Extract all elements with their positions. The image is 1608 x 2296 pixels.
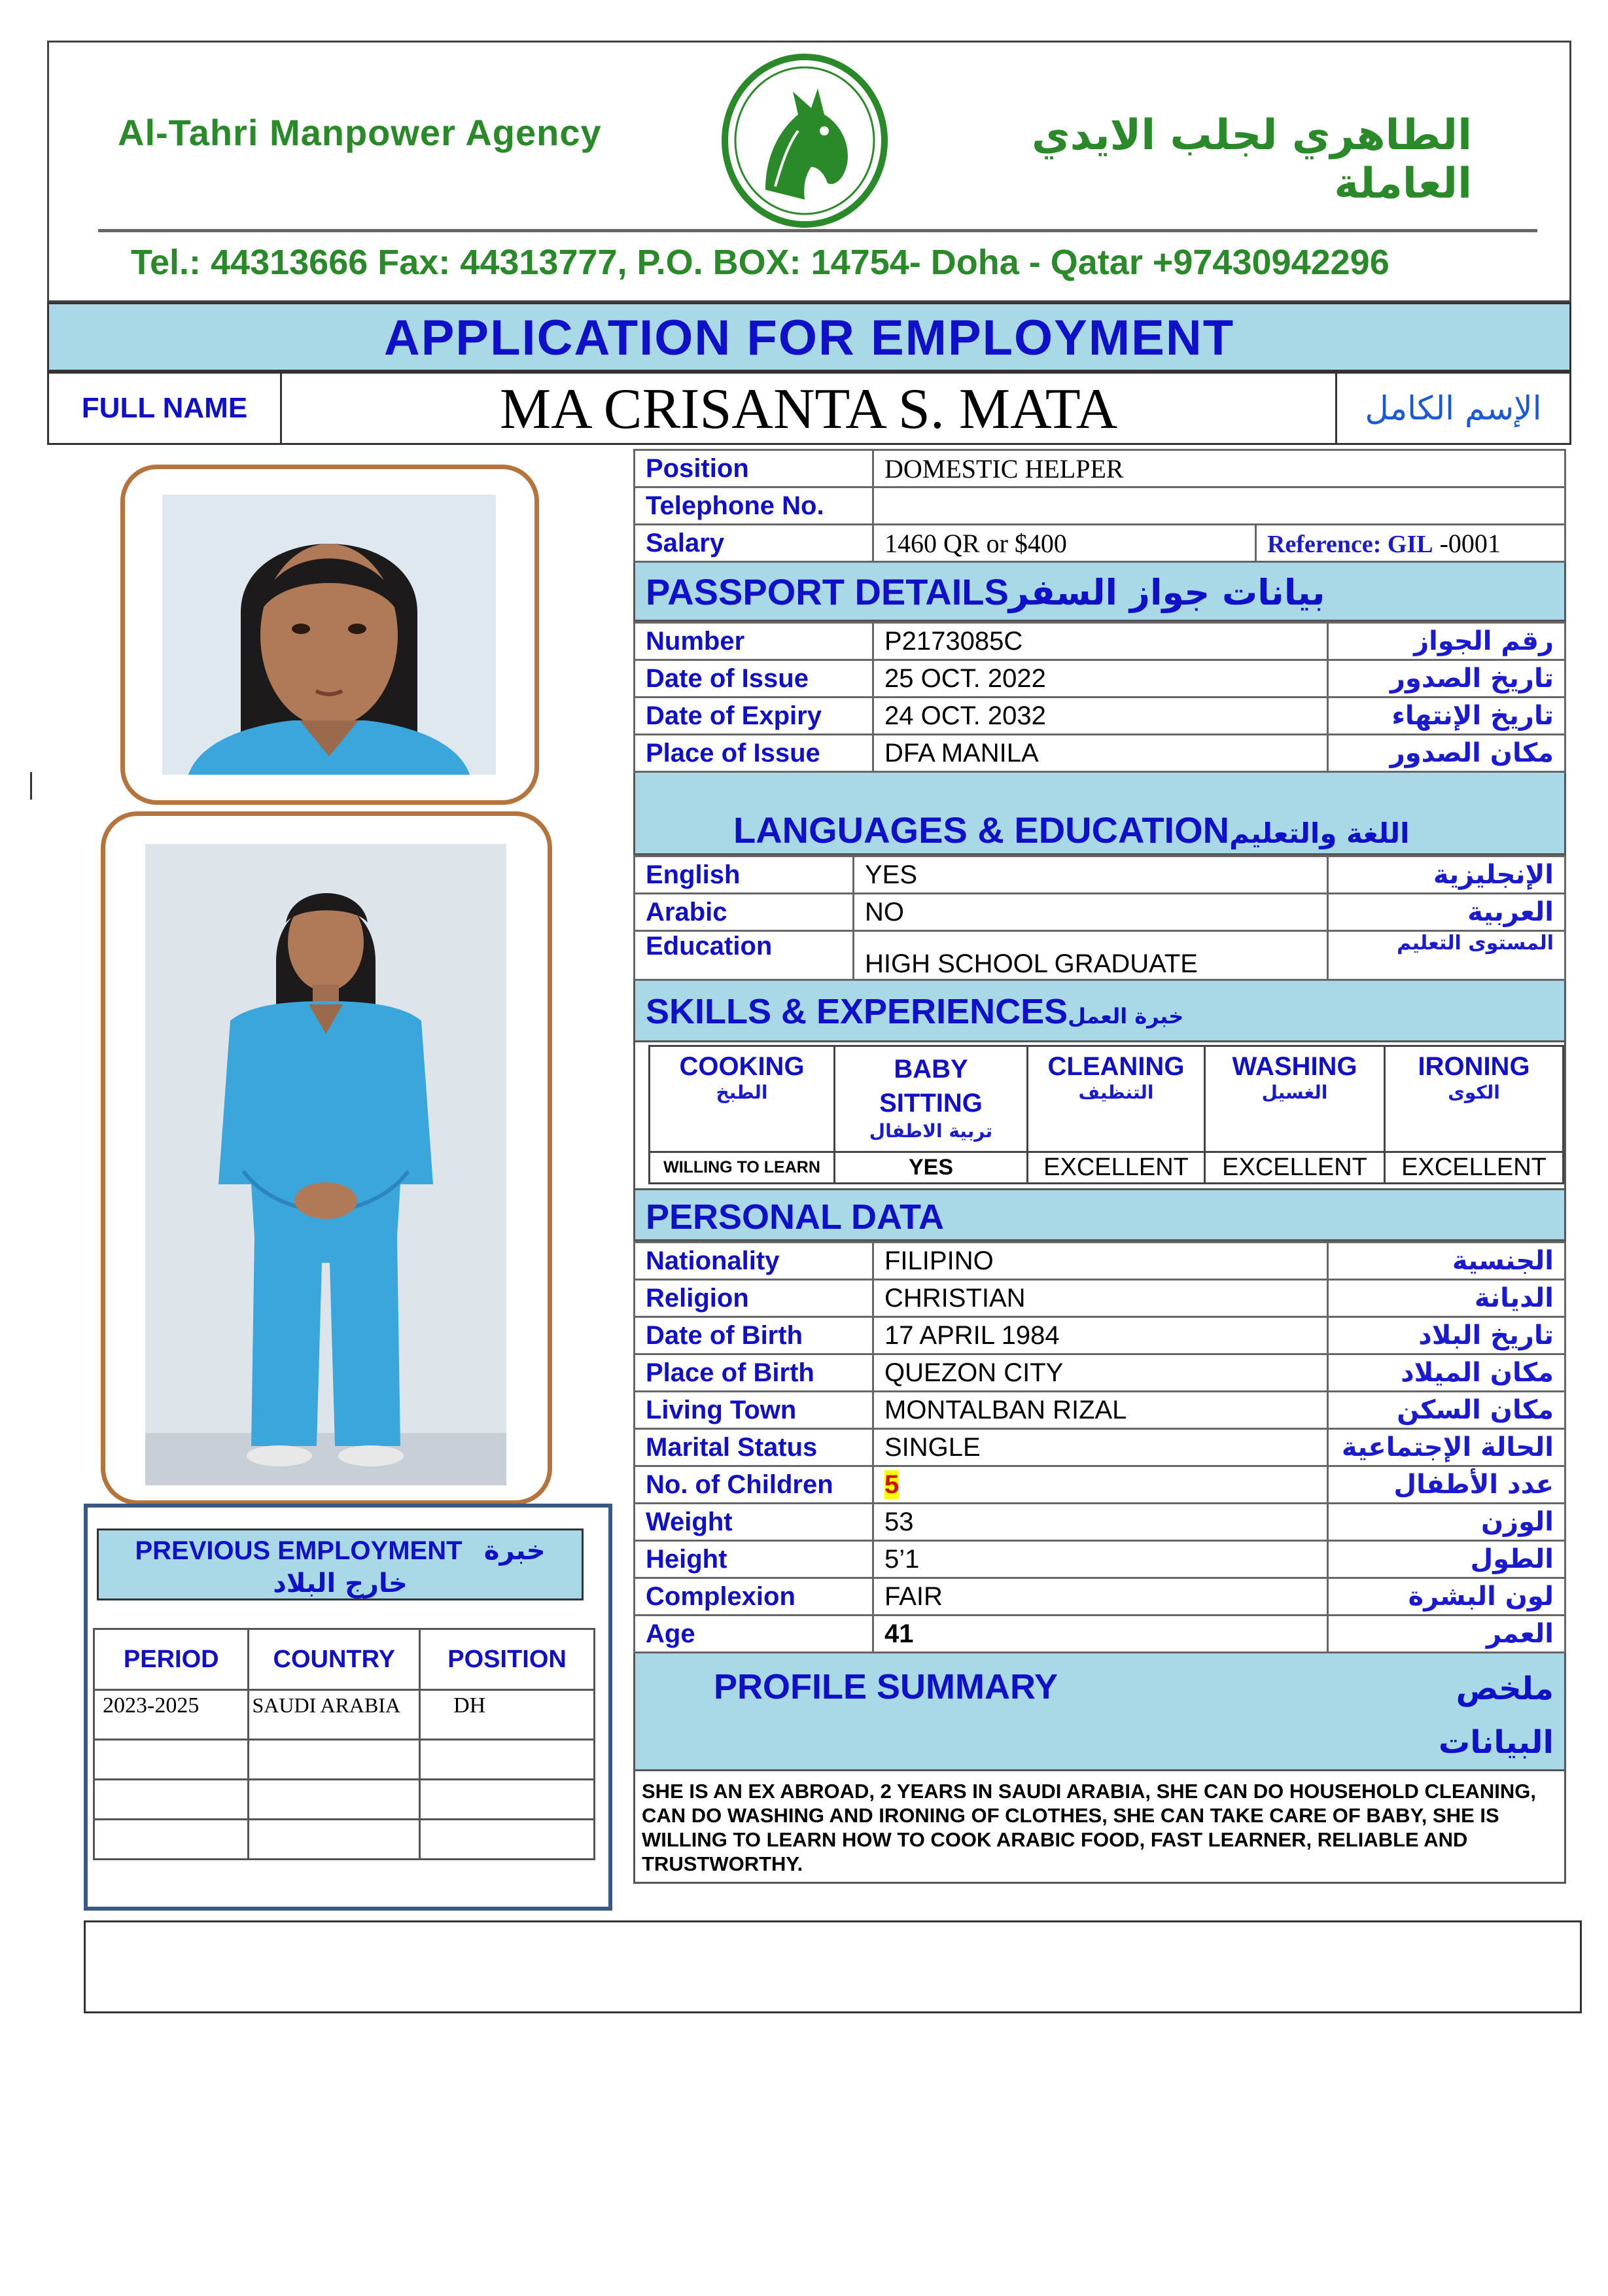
headshot-photo [162,495,496,775]
profile-section-header [633,1653,1566,1771]
skill-ironing [1385,1046,1564,1152]
skill-baby-sitting [835,1046,1028,1152]
children-count-cell [873,1466,1328,1504]
agency-name-english: Al-Tahri Manpower Agency [118,112,602,153]
table-row [635,1504,1565,1541]
prev-period [94,1820,249,1860]
living-town-value: MONTALBAN RIZAL [873,1392,1328,1429]
complexion-label: Complexion [635,1578,873,1616]
living-town-label: Living Town [635,1392,873,1429]
salary-value: 1460 QR or $400 [873,525,1256,562]
table-row [635,1578,1565,1616]
application-details [633,449,1566,1884]
children-count-label-ar: عدد الأطفال [1328,1466,1565,1504]
text-cursor-mark [30,772,32,800]
skill-cooking [650,1046,835,1152]
reference-value: -0001 [1433,528,1501,558]
skill-ironing-label: IRONING [1418,1052,1530,1081]
prev-country [249,1780,420,1820]
skill-ironing-value: EXCELLENT [1385,1152,1564,1184]
telephone-label: Telephone No. [635,487,873,525]
full-name-value: MA CRISANTA S. MATA [499,378,1118,441]
prev-period [94,1780,249,1820]
education-value: HIGH SCHOOL GRADUATE [854,931,1328,980]
table-row [635,1317,1565,1354]
skill-baby-sitting-label: BABY SITTING [879,1055,983,1118]
arabic-label-ar: العربية [1328,894,1565,931]
nationality-label-ar: الجنسية [1328,1243,1565,1280]
prev-country [249,1740,420,1780]
age-label: Age [635,1616,873,1653]
nationality-value: FILIPINO [873,1243,1328,1280]
profile-title: PROFILE SUMMARY [714,1667,1058,1706]
skills-table [648,1045,1564,1184]
table-row [94,1780,595,1820]
prev-country [249,1820,420,1860]
header-divider [98,229,1537,232]
personal-section-header [633,1190,1566,1241]
issue-date-label-ar: تاريخ الصدور [1328,660,1565,698]
skill-baby-sitting-label-ar: تربية الاطفال [869,1120,993,1142]
height-value: 5’1 [873,1541,1328,1578]
skill-cooking-label: COOKING [679,1052,805,1081]
birth-place-label: Place of Birth [635,1354,873,1392]
table-row [635,623,1565,660]
prev-position [420,1780,595,1820]
table-row [635,1429,1565,1466]
skill-cleaning-label: CLEANING [1047,1052,1185,1081]
birth-date-label-ar: تاريخ البلاد [1328,1317,1565,1354]
issue-place-label: Place of Issue [635,735,873,772]
religion-value: CHRISTIAN [873,1280,1328,1317]
table-row [635,931,1565,980]
reference-label: Reference: GIL [1267,530,1433,558]
prev-header-country: COUNTRY [249,1629,420,1690]
table-row [635,660,1565,698]
table-row [635,1541,1565,1578]
table-row [635,698,1565,735]
table-row [635,1392,1565,1429]
table-row [635,1466,1565,1504]
languages-title-ar: اللغة والتعليم [1229,817,1410,849]
languages-section-header [633,773,1566,855]
table-row [635,1243,1565,1280]
table-row [94,1690,595,1740]
skill-cooking-value: WILLING TO LEARN [650,1152,835,1184]
passport-number-label-ar: رقم الجواز [1328,623,1565,660]
skill-cleaning-label-ar: التنظيف [1078,1082,1154,1103]
full-body-photo [145,844,506,1485]
position-value: DOMESTIC HELPER [873,450,1565,487]
birth-place-label-ar: مكان الميلاد [1328,1354,1565,1392]
issue-date-value: 25 OCT. 2022 [873,660,1328,698]
prev-country: SAUDI ARABIA [249,1690,420,1740]
document-title: APPLICATION FOR EMPLOYMENT [47,302,1571,372]
prev-position [420,1820,595,1860]
skill-cleaning [1028,1046,1205,1152]
marital-status-value: SINGLE [873,1429,1328,1466]
birth-date-value: 17 APRIL 1984 [873,1317,1328,1354]
passport-number-label: Number [635,623,873,660]
skills-section-header [633,981,1566,1042]
passport-section-header [633,563,1566,622]
weight-label: Weight [635,1504,873,1541]
table-row [635,1280,1565,1317]
previous-employment-table [93,1628,595,1860]
education-label: Education [635,931,854,980]
agency-name-arabic: الطاهري لجلب الايدي العاملة [1031,111,1472,208]
expiry-date-value: 24 OCT. 2032 [873,698,1328,735]
religion-label: Religion [635,1280,873,1317]
prev-position [420,1740,595,1780]
passport-title: PASSPORT DETAILS [646,571,1009,612]
complexion-value: FAIR [873,1578,1328,1616]
passport-title-ar: بيانات جواز السفر [1008,572,1325,613]
previous-employment-title-en: PREVIOUS EMPLOYMENT [135,1536,463,1565]
prev-period [94,1740,249,1780]
skill-baby-sitting-value: YES [835,1152,1028,1184]
skill-washing-label-ar: الغسيل [1261,1082,1328,1103]
marital-status-label: Marital Status [635,1429,873,1466]
passport-table [633,622,1566,773]
personal-title: PERSONAL DATA [646,1197,945,1237]
skills-title-ar: خبرة العمل [1068,1004,1184,1029]
children-count-value: 5 [884,1470,900,1499]
weight-label-ar: الوزن [1328,1504,1565,1541]
complexion-label-ar: لون البشرة [1328,1578,1565,1616]
skill-washing [1205,1046,1385,1152]
previous-employment-title-ar-2: خارج البلاد [273,1568,408,1598]
english-label-ar: الإنجليزية [1328,857,1565,894]
issue-place-label-ar: مكان الصدور [1328,735,1565,772]
prev-header-period: PERIOD [94,1629,249,1690]
table-row [635,894,1565,931]
prev-header-position: POSITION [420,1629,595,1690]
job-info-table [633,449,1566,563]
personal-data-table [633,1241,1566,1653]
issue-date-label: Date of Issue [635,660,873,698]
reference-cell [1256,525,1565,562]
age-label-ar: العمر [1328,1616,1565,1653]
agency-contact-line: Tel.: 44313666 Fax: 44313777, P.O. BOX: 14754- Doha - Qatar +97430942296 [131,243,1390,282]
skill-washing-label: WASHING [1232,1052,1357,1081]
height-label: Height [635,1541,873,1578]
passport-number-value: P2173085C [873,623,1328,660]
profile-summary-text: SHE IS AN EX ABROAD, 2 YEARS IN SAUDI ARABIA, SHE CAN DO HOUSEHOLD CLEANING, CAN DO WASHING AND IRONING OF CLOTHES, SHE CAN TAKE CARE OF BABY, SHE IS WILLING TO LEARN HOW TO COOK ARABIC FOOD, FAST LEARNER, RELIABLE AND TRUSTWORTHY. [633,1771,1566,1884]
table-row [635,1616,1565,1653]
full-name-row [47,372,1571,445]
profile-title-ar-1: ملخص [1456,1670,1554,1707]
salary-label: Salary [635,525,873,562]
living-town-label-ar: مكان السكن [1328,1392,1565,1429]
birth-date-label: Date of Birth [635,1317,873,1354]
skill-washing-value: EXCELLENT [1205,1152,1385,1184]
weight-value: 53 [873,1504,1328,1541]
table-row [635,735,1565,772]
children-count-label: No. of Children [635,1466,873,1504]
age-value: 41 [873,1616,1328,1653]
full-name-label: FULL NAME [49,374,282,443]
issue-place-value: DFA MANILA [873,735,1328,772]
skill-cooking-label-ar: الطبخ [716,1082,768,1103]
table-row [635,1354,1565,1392]
birth-place-value: QUEZON CITY [873,1354,1328,1392]
profile-title-ar-2: البيانات [1439,1724,1554,1761]
arabic-label: Arabic [635,894,854,931]
full-name-label-arabic: الإسم الكامل [1335,374,1569,443]
marital-status-label-ar: الحالة الإجتماعية [1328,1429,1565,1466]
arabic-value: NO [854,894,1328,931]
expiry-date-label: Date of Expiry [635,698,873,735]
skill-cleaning-value: EXCELLENT [1028,1152,1205,1184]
languages-title: LANGUAGES & EDUCATION [733,809,1230,851]
table-row [94,1820,595,1860]
english-label: English [635,857,854,894]
position-label: Position [635,450,873,487]
telephone-value [873,487,1565,525]
prev-position: DH [420,1690,595,1740]
skill-ironing-label-ar: الكوى [1448,1082,1500,1103]
previous-employment-title [97,1528,584,1600]
skills-title: SKILLS & EXPERIENCES [646,992,1068,1031]
footer-box [84,1920,1582,2013]
religion-label-ar: الديانة [1328,1280,1565,1317]
expiry-date-label-ar: تاريخ الإنتهاء [1328,698,1565,735]
horse-head-icon [720,52,890,229]
english-value: YES [854,857,1328,894]
table-row [94,1740,595,1780]
languages-table [633,855,1566,981]
prev-period: 2023-2025 [94,1690,249,1740]
height-label-ar: الطول [1328,1541,1565,1578]
nationality-label: Nationality [635,1243,873,1280]
table-row [635,857,1565,894]
skills-wrapper [633,1042,1566,1190]
education-label-ar: المستوى التعليم [1328,931,1565,980]
previous-employment-title-ar-1: خبرة [483,1536,546,1566]
